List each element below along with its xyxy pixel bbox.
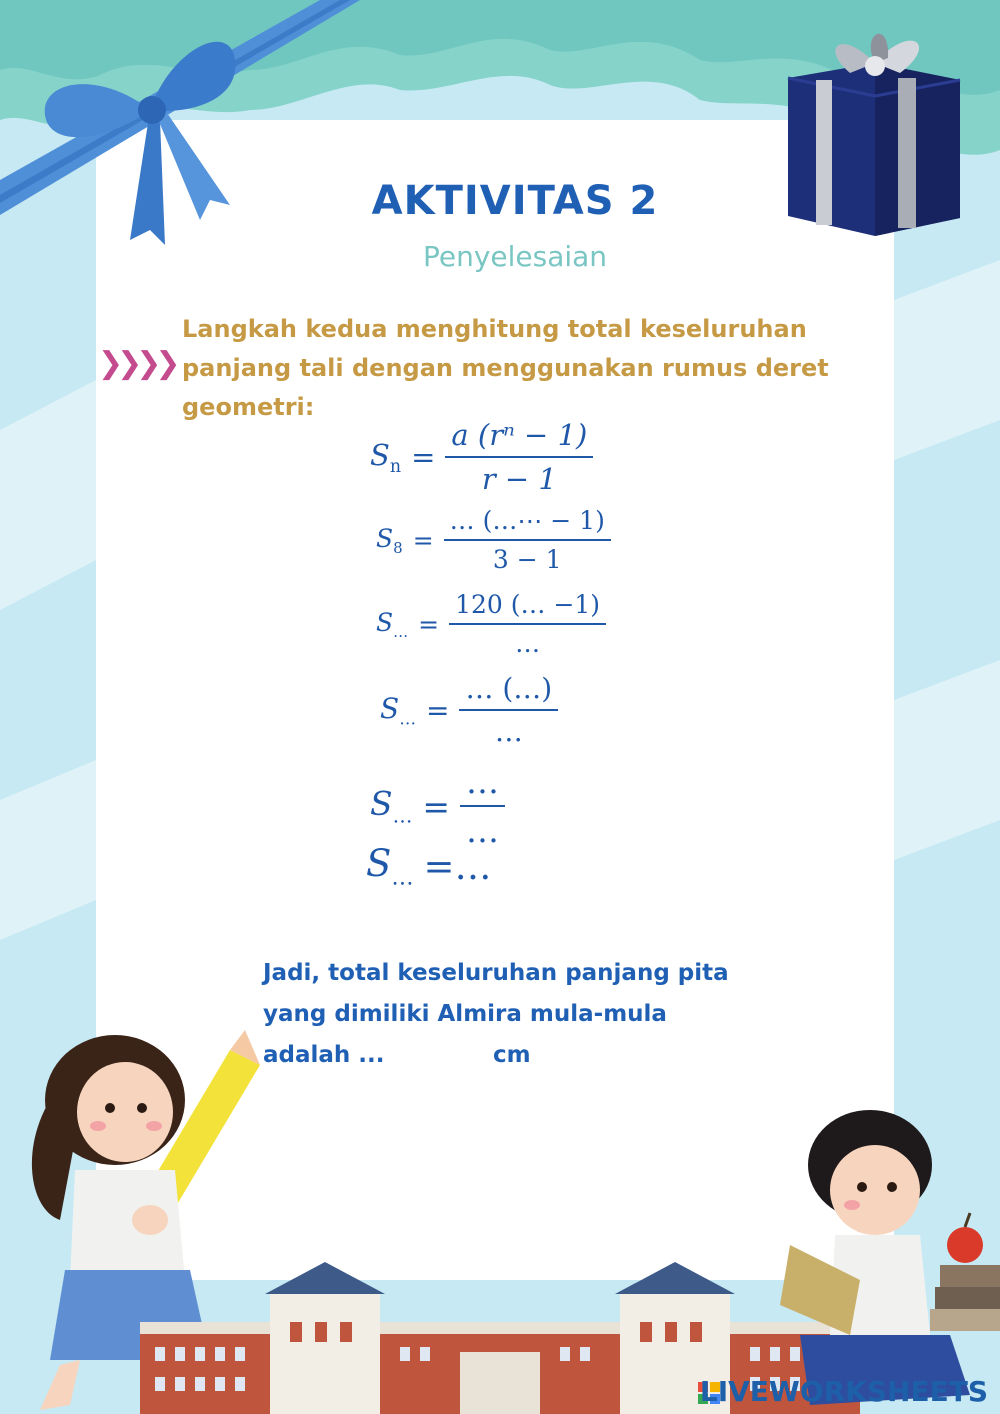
conclusion-text xyxy=(263,953,803,1076)
formula-fraction xyxy=(460,762,505,850)
formula-denominator-blank[interactable]: … xyxy=(494,715,523,748)
formula-fraction xyxy=(449,590,606,658)
formula-numerator-blank[interactable]: … xyxy=(460,762,505,807)
formula-fraction xyxy=(445,418,593,496)
formula-row-4: $S_\dots$ = $\frac{\dots (\dots)}{\dots}$ xyxy=(380,672,558,748)
formula-denominator: r − 1 xyxy=(481,462,557,496)
formula-denominator-blank[interactable]: … xyxy=(466,811,500,850)
conclusion-unit: cm xyxy=(493,1042,531,1068)
chevrons-icon: ❯❯❯❯ xyxy=(98,346,175,381)
formula-final-answer-blank[interactable]: =… xyxy=(423,844,492,888)
instruction-text: Langkah kedua menghitung total keseluruhan panjang tali dengan menggunakan rumus deret geometri: xyxy=(182,315,829,421)
conclusion-line-2: yang dimiliki Almira mula-mula xyxy=(263,1001,667,1027)
formula-denominator: 3 − 1 xyxy=(492,545,562,574)
formula-lhs: $S_n$ xyxy=(370,437,402,477)
formula-row-5: $S_\dots$ = $\frac{\dots}{\dots}$ xyxy=(370,762,505,850)
formula-numerator-blank[interactable]: 120 (… −1) xyxy=(449,590,606,625)
formula-numerator-blank[interactable]: … (…⋯ − 1) xyxy=(444,506,611,541)
boy-reading-illustration xyxy=(780,1105,1000,1414)
formula-denominator-blank[interactable]: … xyxy=(515,629,541,658)
liveworksheets-watermark: LIVEWORKSHEETS xyxy=(699,1375,988,1408)
formula-row-s8: $S_8$ = $\frac{\dots (\dots\cdots - 1)}{3 - 1}$ xyxy=(376,506,611,574)
formula-fraction xyxy=(444,506,611,574)
formula-fraction xyxy=(459,672,558,748)
conclusion-answer-blank[interactable]: adalah ... xyxy=(263,1042,385,1068)
formula-numerator: a (rⁿ − 1) xyxy=(445,418,593,458)
formula-row-final: $S_\dots$ =… xyxy=(366,842,492,891)
page-subtitle: Penyelesaian xyxy=(422,240,608,273)
formula-row-general: $S_n$ = $\frac{\text{a (rⁿ − 1)}}{r - 1}$ xyxy=(370,418,593,496)
conclusion-line-1: Jadi, total keseluruhan panjang pita xyxy=(263,960,729,986)
formula-numerator-blank[interactable]: … (…) xyxy=(459,672,558,711)
formula-row-3: $S_\dots$ = $\frac{120 (\dots -1)}{\dots}$ xyxy=(376,590,606,658)
page-title: AKTIVITAS 2 xyxy=(371,178,659,224)
